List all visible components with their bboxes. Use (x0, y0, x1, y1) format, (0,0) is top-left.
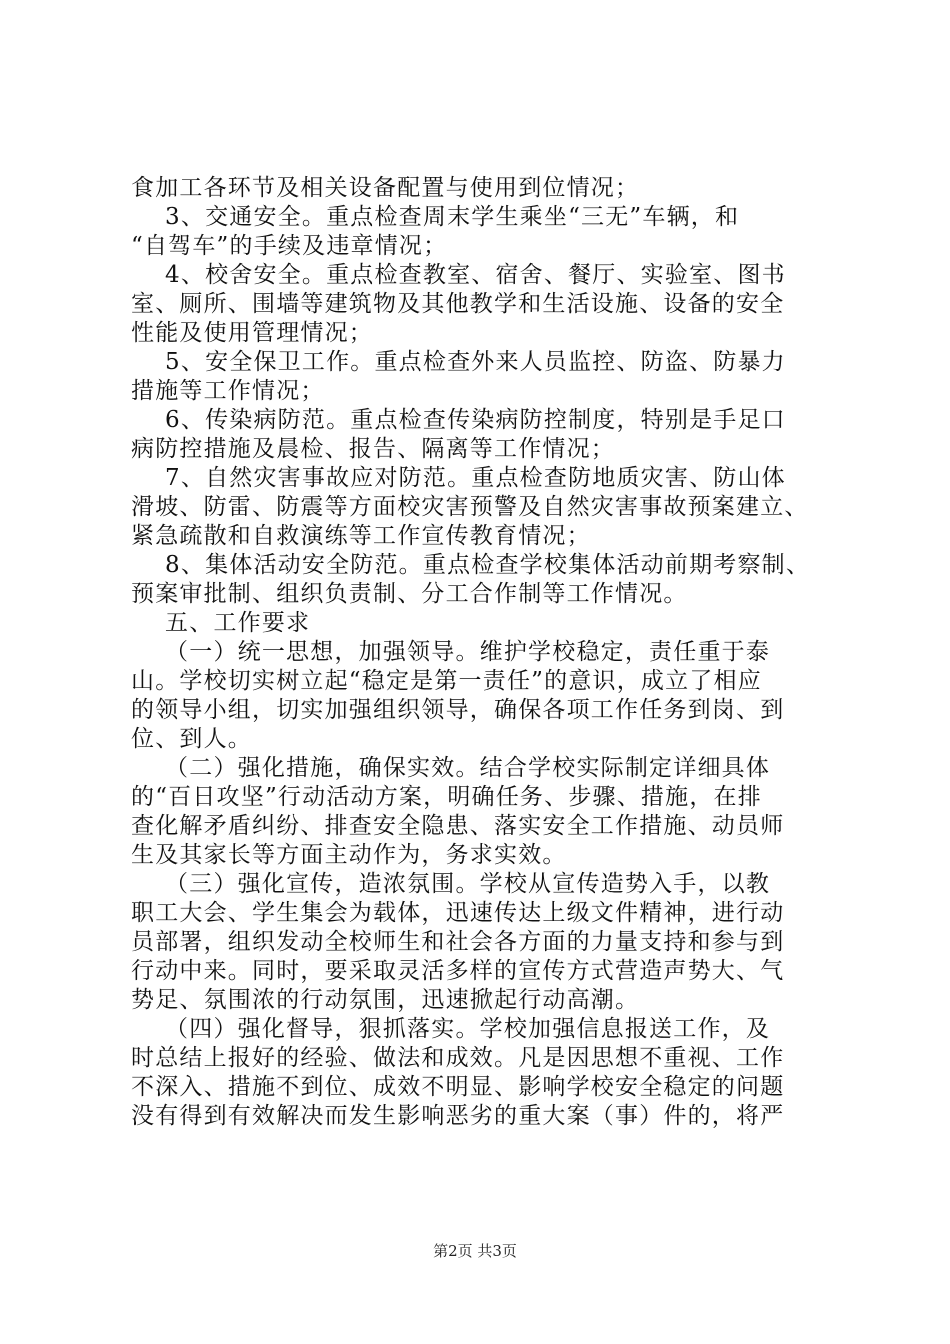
text-line: （一）统一思想，加强领导。维护学校稳定，责任重于泰 (131, 639, 771, 665)
text-line: 滑坡、防雷、防震等方面校灾害预警及自然灾害事故预案建立、 (131, 494, 809, 520)
document-body (131, 174, 831, 1131)
text-line: 性能及使用管理情况； (131, 320, 373, 346)
text-line: 没有得到有效解决而发生影响恶劣的重大案（事）件的，将严 (131, 1103, 785, 1129)
text-line: 8、集体活动安全防范。重点检查学校集体活动前期考察制、 (131, 552, 811, 578)
text-line: 预案审批制、组织负责制、分工合作制等工作情况。 (131, 581, 688, 607)
page-footer: 第2页 共3页 (433, 1242, 517, 1260)
text-line: 山。学校切实树立起“稳定是第一责任”的意识，成立了相应 (131, 668, 762, 694)
text-line: 行动中来。同时，要采取灵活多样的宣传方式营造声势大、气 (131, 958, 785, 984)
text-line: 病防控措施及晨检、报告、隔离等工作情况； (131, 436, 615, 462)
text-line: （二）强化措施，确保实效。结合学校实际制定详细具体 (131, 755, 771, 781)
text-line: 食加工各环节及相关设备配置与使用到位情况； (131, 175, 640, 201)
text-line: 6、传染病防范。重点检查传染病防控制度，特别是手足口 (131, 407, 786, 433)
text-line: 3、交通安全。重点检查周末学生乘坐“三无”车辆，和 (131, 204, 740, 230)
text-line: 7、自然灾害事故应对防范。重点检查防地质灾害、防山体 (131, 465, 786, 491)
text-line: 的领导小组，切实加强组织领导，确保各项工作任务到岗、到 (131, 697, 785, 723)
text-line: 时总结上报好的经验、做法和成效。凡是因思想不重视、工作 (131, 1045, 785, 1071)
text-line: 室、厕所、围墙等建筑物及其他教学和生活设施、设备的安全 (131, 291, 785, 317)
text-line: 生及其家长等方面主动作为，务求实效。 (131, 842, 567, 868)
text-line: 5、安全保卫工作。重点检查外来人员监控、防盗、防暴力 (131, 349, 786, 375)
text-line: 势足、氛围浓的行动氛围，迅速掀起行动高潮。 (131, 987, 640, 1013)
text-line: 的“百日攻坚”行动活动方案，明确任务、步骤、措施，在排 (131, 784, 762, 810)
text-line: “自驾车”的手续及违章情况； (131, 233, 448, 259)
text-line: 不深入、措施不到位、成效不明显、影响学校安全稳定的问题 (131, 1074, 785, 1100)
text-line: 查化解矛盾纠纷、排查安全隐患、落实安全工作措施、动员师 (131, 813, 785, 839)
text-line: 措施等工作情况； (131, 378, 325, 404)
text-line: （四）强化督导，狠抓落实。学校加强信息报送工作，及 (131, 1016, 771, 1042)
text-line: 4、校舍安全。重点检查教室、宿舍、餐厅、实验室、图书 (131, 262, 786, 288)
text-line: 职工大会、学生集会为载体，迅速传达上级文件精神，进行动 (131, 900, 785, 926)
text-line: 员部署，组织发动全校师生和社会各方面的力量支持和参与到 (131, 929, 785, 955)
text-line: 五、工作要求 (131, 610, 311, 636)
text-line: 位、到人。 (131, 726, 252, 752)
text-line: （三）强化宣传，造浓氛围。学校从宣传造势入手，以教 (131, 871, 771, 897)
text-line: 紧急疏散和自救演练等工作宣传教育情况； (131, 523, 591, 549)
